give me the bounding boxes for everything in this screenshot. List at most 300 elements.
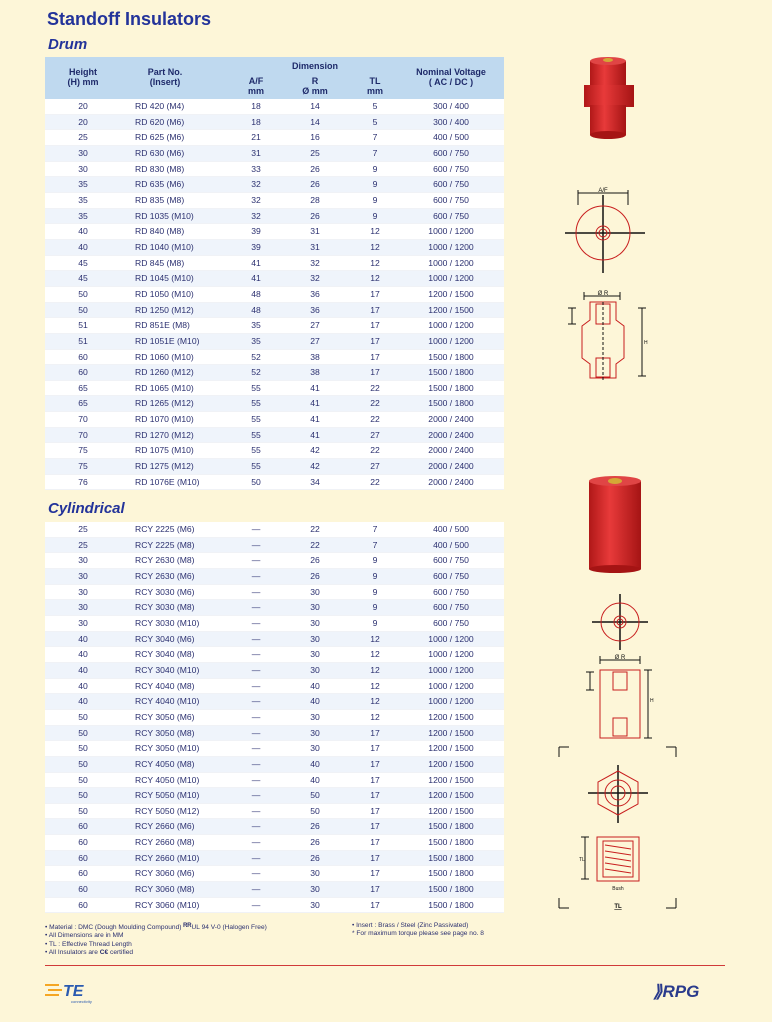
- table-cell: 30: [310, 727, 320, 738]
- table-row: [45, 804, 504, 820]
- table-cell: 65: [78, 398, 88, 409]
- table-cell: —: [251, 899, 261, 910]
- table-cell: RCY 5050 (M12): [135, 805, 200, 816]
- table-cell: 1200 / 1500: [428, 288, 474, 299]
- table-row: [45, 224, 504, 240]
- table-cell: 1500 / 1800: [428, 382, 474, 393]
- table-cell: 27: [370, 461, 380, 472]
- table-cell: 30: [310, 868, 320, 879]
- te-logo: [45, 980, 105, 1009]
- table-cell: RCY 5050 (M10): [135, 790, 200, 801]
- table-cell: 30: [78, 586, 88, 597]
- table-cell: 40: [78, 664, 88, 675]
- table-row: [45, 773, 504, 789]
- table-cell: 600 / 750: [433, 194, 469, 205]
- table-cell: —: [251, 617, 261, 628]
- table-cell: 36: [310, 304, 320, 315]
- table-cell: 34: [310, 476, 320, 487]
- table-cell: 32: [310, 273, 320, 284]
- table-cell: 1000 / 1200: [428, 273, 474, 284]
- table-cell: 17: [370, 335, 380, 346]
- table-cell: 9: [372, 617, 378, 628]
- table-cell: 600 / 750: [433, 179, 469, 190]
- table-cell: RCY 2660 (M10): [135, 852, 200, 863]
- table-cell: RCY 3060 (M8): [135, 884, 195, 895]
- table-cell: 27: [310, 335, 320, 346]
- table-cell: 22: [370, 445, 380, 456]
- table-row: [45, 741, 504, 757]
- table-cell: —: [251, 758, 261, 769]
- table-cell: 26: [310, 852, 320, 863]
- table-cell: 26: [310, 555, 320, 566]
- table-cell: RCY 2660 (M8): [135, 837, 195, 848]
- table-cell: 55: [251, 429, 261, 440]
- table-cell: 1500 / 1800: [428, 868, 474, 879]
- header-r: R Ø mm: [302, 76, 328, 96]
- table-row: [45, 412, 504, 428]
- table-cell: 1200 / 1500: [428, 774, 474, 785]
- table-cell: 32: [310, 257, 320, 268]
- table-cell: 30: [78, 555, 88, 566]
- table-cell: 1500 / 1800: [428, 398, 474, 409]
- table-cell: 33: [251, 163, 261, 174]
- table-cell: 60: [78, 351, 88, 362]
- table-cell: RD 840 (M8): [135, 226, 185, 237]
- table-cell: 12: [370, 664, 380, 675]
- table-row: [45, 209, 504, 225]
- table-cell: 30: [310, 711, 320, 722]
- table-cell: 300 / 400: [433, 116, 469, 127]
- table-cell: RCY 2660 (M6): [135, 821, 195, 832]
- header-dimension: Dimension: [291, 61, 338, 71]
- table-row: [45, 522, 504, 538]
- table-row: [45, 851, 504, 867]
- table-cell: 18: [251, 101, 261, 111]
- table-cell: 52: [251, 351, 261, 362]
- table-cell: 17: [370, 790, 380, 801]
- drum-top-view-diagram: [560, 185, 650, 275]
- table-cell: 70: [78, 414, 88, 425]
- table-cell: 30: [310, 899, 320, 910]
- table-cell: 25: [78, 539, 88, 550]
- table-row: [45, 318, 504, 334]
- svg-text:H: H: [650, 698, 654, 704]
- table-cell: 41: [310, 382, 320, 393]
- table-cell: RD 1060 (M10): [135, 351, 194, 362]
- table-cell: RD 630 (M6): [135, 147, 185, 158]
- table-cell: 31: [310, 226, 320, 237]
- table-cell: —: [251, 555, 261, 566]
- table-row: [45, 146, 504, 162]
- table-cell: 25: [78, 132, 88, 143]
- table-row: [45, 303, 504, 319]
- table-cell: 1200 / 1500: [428, 758, 474, 769]
- table-cell: 1000 / 1200: [428, 226, 474, 237]
- table-cell: 9: [372, 210, 378, 221]
- table-cell: 7: [372, 132, 378, 143]
- table-cell: 32: [251, 179, 261, 190]
- table-cell: 75: [78, 461, 88, 472]
- table-cell: 1500 / 1800: [428, 899, 474, 910]
- table-row: [45, 459, 504, 475]
- table-cell: 30: [78, 602, 88, 613]
- table-cell: 40: [310, 680, 320, 691]
- table-cell: RCY 3060 (M10): [135, 899, 200, 910]
- table-cell: 1000 / 1200: [428, 649, 474, 660]
- table-cell: 30: [310, 743, 320, 754]
- table-cell: RCY 3050 (M10): [135, 743, 200, 754]
- table-cell: RD 1045 (M10): [135, 273, 194, 284]
- table-cell: 35: [251, 320, 261, 331]
- table-cell: 27: [310, 320, 320, 331]
- table-cell: 600 / 750: [433, 570, 469, 581]
- header-part: Part No. (Insert): [147, 67, 183, 87]
- table-cell: 1000 / 1200: [428, 320, 474, 331]
- drum-insulator-photo: [578, 55, 640, 140]
- table-row: [45, 710, 504, 726]
- table-cell: 9: [372, 555, 378, 566]
- table-cell: 20: [78, 116, 88, 127]
- table-cell: —: [251, 805, 261, 816]
- table-cell: 1500 / 1800: [428, 367, 474, 378]
- table-cell: 1200 / 1500: [428, 805, 474, 816]
- cylindrical-side-view-diagram: [580, 652, 660, 742]
- table-cell: 600 / 750: [433, 163, 469, 174]
- r-label: Ø R: [597, 291, 609, 297]
- table-cell: 40: [78, 241, 88, 252]
- table-cell: —: [251, 868, 261, 879]
- table-cell: 600 / 750: [433, 586, 469, 597]
- header-tl: TL mm: [366, 76, 383, 96]
- table-cell: 32: [251, 210, 261, 221]
- table-cell: 25: [310, 147, 320, 158]
- table-cell: —: [251, 774, 261, 785]
- table-cell: 9: [372, 163, 378, 174]
- table-row: [45, 553, 504, 569]
- table-cell: 17: [370, 774, 380, 785]
- table-cell: RCY 3060 (M6): [135, 868, 195, 879]
- table-cell: 16: [310, 132, 320, 143]
- table-cell: 36: [310, 288, 320, 299]
- table-cell: 1000 / 1200: [428, 257, 474, 268]
- table-cell: 14: [310, 101, 320, 111]
- table-cell: —: [251, 524, 261, 534]
- table-cell: 7: [372, 147, 378, 158]
- table-cell: —: [251, 649, 261, 660]
- table-cell: RD 625 (M6): [135, 132, 185, 143]
- page-title: Standoff Insulators: [47, 9, 212, 29]
- table-cell: 1200 / 1500: [428, 743, 474, 754]
- table-row: [45, 726, 504, 742]
- table-row: [45, 381, 504, 397]
- table-cell: 40: [310, 774, 320, 785]
- table-cell: 1000 / 1200: [428, 241, 474, 252]
- table-cell: 39: [251, 241, 261, 252]
- table-cell: RD 420 (M4): [135, 101, 185, 111]
- table-cell: 50: [78, 711, 88, 722]
- table-cell: 48: [251, 304, 261, 315]
- table-row: [45, 882, 504, 898]
- table-cell: RCY 3040 (M10): [135, 664, 200, 675]
- bush-label: Bush: [612, 886, 624, 892]
- table-row: [45, 350, 504, 366]
- table-cell: 22: [370, 414, 380, 425]
- table-cell: 25: [78, 524, 88, 534]
- section-drum-title: Drum: [48, 36, 88, 53]
- table-row: [45, 585, 504, 601]
- table-cell: 41: [310, 398, 320, 409]
- table-cell: RCY 4040 (M8): [135, 680, 195, 691]
- table-cell: 17: [370, 288, 380, 299]
- table-cell: 21: [251, 132, 261, 143]
- table-cell: —: [251, 743, 261, 754]
- table-cell: 2000 / 2400: [428, 476, 474, 487]
- table-cell: 42: [310, 461, 320, 472]
- table-cell: 40: [78, 680, 88, 691]
- drum-side-view-diagram: [560, 288, 655, 383]
- table-cell: 40: [78, 633, 88, 644]
- table-cell: 52: [251, 367, 261, 378]
- table-cell: RCY 3040 (M6): [135, 633, 195, 644]
- svg-text:connectivity: connectivity: [71, 999, 92, 1004]
- table-cell: 22: [310, 539, 320, 550]
- table-cell: 9: [372, 602, 378, 613]
- table-cell: 50: [78, 774, 88, 785]
- table-cell: 60: [78, 367, 88, 378]
- table-cell: RD 1250 (M12): [135, 304, 194, 315]
- table-cell: RD 1040 (M10): [135, 241, 194, 252]
- table-cell: 17: [370, 852, 380, 863]
- table-cell: 30: [78, 147, 88, 158]
- table-cell: —: [251, 884, 261, 895]
- table-cell: 600 / 750: [433, 602, 469, 613]
- table-cell: 41: [310, 429, 320, 440]
- table-cell: 2000 / 2400: [428, 445, 474, 456]
- cylindrical-top-view-diagram: [590, 592, 650, 652]
- table-cell: RD 1265 (M12): [135, 398, 194, 409]
- table-cell: —: [251, 680, 261, 691]
- table-cell: RCY 2630 (M6): [135, 570, 195, 581]
- table-cell: RCY 3050 (M6): [135, 711, 195, 722]
- table-cell: 17: [370, 821, 380, 832]
- table-cell: —: [251, 790, 261, 801]
- table-cell: 35: [78, 194, 88, 205]
- table-row: [45, 647, 504, 663]
- table-row: [45, 600, 504, 616]
- section-cylindrical-title: Cylindrical: [48, 500, 125, 517]
- table-cell: 76: [78, 476, 88, 487]
- table-cell: 50: [78, 805, 88, 816]
- table-cell: RD 1050 (M10): [135, 288, 194, 299]
- table-cell: 39: [251, 226, 261, 237]
- table-cell: 42: [310, 445, 320, 456]
- table-cell: RCY 4040 (M10): [135, 696, 200, 707]
- table-row: [45, 898, 504, 914]
- drum-table: [45, 99, 504, 490]
- table-row: [45, 115, 504, 131]
- table-row: [45, 819, 504, 835]
- table-cell: —: [251, 837, 261, 848]
- table-cell: RD 1075 (M10): [135, 445, 194, 456]
- table-cell: 18: [251, 116, 261, 127]
- table-cell: 48: [251, 288, 261, 299]
- table-cell: 12: [370, 696, 380, 707]
- table-cell: 17: [370, 367, 380, 378]
- table-cell: 12: [370, 633, 380, 644]
- table-cell: 5: [372, 101, 378, 111]
- table-cell: —: [251, 539, 261, 550]
- table-cell: 45: [78, 257, 88, 268]
- table-row: [45, 788, 504, 804]
- table-cell: 26: [310, 163, 320, 174]
- table-cell: 55: [251, 414, 261, 425]
- table-cell: 65: [78, 382, 88, 393]
- table-cell: 26: [310, 210, 320, 221]
- table-cell: 50: [310, 805, 320, 816]
- table-cell: 26: [310, 570, 320, 581]
- table-row: [45, 334, 504, 350]
- table-cell: 30: [310, 602, 320, 613]
- table-cell: 17: [370, 743, 380, 754]
- table-cell: 55: [251, 398, 261, 409]
- table-cell: 60: [78, 852, 88, 863]
- notes-right: • Insert : Brass / Steel (Zinc Passivated) * For maximum torque please see page no. 8: [352, 922, 484, 938]
- table-cell: 17: [370, 351, 380, 362]
- table-cell: 50: [78, 758, 88, 769]
- table-cell: 26: [310, 837, 320, 848]
- rpg-logo: ⟫RPG: [653, 982, 700, 1001]
- table-cell: 35: [78, 210, 88, 221]
- table-cell: 9: [372, 570, 378, 581]
- table-cell: 22: [370, 382, 380, 393]
- table-cell: —: [251, 570, 261, 581]
- table-cell: 40: [310, 758, 320, 769]
- table-cell: —: [251, 711, 261, 722]
- table-cell: 40: [310, 696, 320, 707]
- table-cell: RCY 4050 (M8): [135, 758, 195, 769]
- table-cell: 17: [370, 837, 380, 848]
- table-cell: 5: [372, 116, 378, 127]
- table-cell: 41: [310, 414, 320, 425]
- table-cell: 38: [310, 351, 320, 362]
- table-cell: 30: [310, 633, 320, 644]
- table-cell: —: [251, 664, 261, 675]
- svg-text:TL: TL: [579, 857, 585, 863]
- drum-table-header: [45, 57, 504, 99]
- table-cell: 1000 / 1200: [428, 335, 474, 346]
- table-cell: RCY 3030 (M10): [135, 617, 200, 628]
- table-row: [45, 177, 504, 193]
- table-cell: 40: [78, 696, 88, 707]
- table-cell: 1500 / 1800: [428, 837, 474, 848]
- table-cell: 2000 / 2400: [428, 461, 474, 472]
- table-cell: 17: [370, 868, 380, 879]
- table-cell: —: [251, 586, 261, 597]
- table-cell: 30: [78, 163, 88, 174]
- table-cell: —: [251, 821, 261, 832]
- table-cell: RD 1076E (M10): [135, 476, 200, 487]
- table-cell: 55: [251, 382, 261, 393]
- table-cell: 12: [370, 680, 380, 691]
- table-row: [45, 256, 504, 272]
- table-cell: 30: [310, 617, 320, 628]
- table-cell: 1000 / 1200: [428, 680, 474, 691]
- table-cell: 1500 / 1800: [428, 351, 474, 362]
- table-row: [45, 632, 504, 648]
- table-cell: 12: [370, 649, 380, 660]
- table-cell: 27: [370, 429, 380, 440]
- table-cell: 1000 / 1200: [428, 696, 474, 707]
- table-row: [45, 365, 504, 381]
- table-cell: 12: [370, 226, 380, 237]
- table-cell: 17: [370, 304, 380, 315]
- table-cell: 17: [370, 758, 380, 769]
- table-cell: 1500 / 1800: [428, 821, 474, 832]
- notes-left: • Material : DMC (Dough Moulding Compound) ᴿᴿUL 94 V-0 (Halogen Free) • All Dimensions are in MM • TL : Effective Thread Length • All Insulators are C€ certified: [45, 921, 267, 956]
- table-row: [45, 271, 504, 287]
- table-row: [45, 287, 504, 303]
- table-cell: 28: [310, 194, 320, 205]
- header-height: Height (H) mm: [67, 67, 99, 87]
- header-af: A/F mm: [247, 76, 264, 96]
- table-cell: 12: [370, 241, 380, 252]
- table-cell: 20: [78, 101, 88, 111]
- table-row: [45, 757, 504, 773]
- table-cell: 22: [370, 476, 380, 487]
- table-row: [45, 428, 504, 444]
- svg-text:Ø R: Ø R: [614, 655, 626, 661]
- table-cell: 1500 / 1800: [428, 852, 474, 863]
- table-cell: 1200 / 1500: [428, 727, 474, 738]
- table-cell: RCY 3030 (M6): [135, 586, 195, 597]
- table-row: [45, 835, 504, 851]
- table-cell: 50: [78, 790, 88, 801]
- table-cell: RCY 2630 (M8): [135, 555, 195, 566]
- table-cell: RCY 2225 (M8): [135, 539, 195, 550]
- table-cell: RD 1270 (M12): [135, 429, 194, 440]
- table-row: [45, 679, 504, 695]
- table-cell: 7: [372, 539, 378, 550]
- table-cell: 51: [78, 335, 88, 346]
- table-cell: 35: [78, 179, 88, 190]
- bush-detail-diagram: [555, 745, 680, 910]
- table-cell: 300 / 400: [433, 101, 469, 111]
- table-cell: —: [251, 696, 261, 707]
- table-row: [45, 130, 504, 146]
- table-cell: 60: [78, 884, 88, 895]
- table-cell: RD 1035 (M10): [135, 210, 194, 221]
- table-cell: 60: [78, 868, 88, 879]
- table-row: [45, 193, 504, 209]
- table-cell: 55: [251, 461, 261, 472]
- table-cell: 51: [78, 320, 88, 331]
- table-row: [45, 240, 504, 256]
- table-cell: 70: [78, 429, 88, 440]
- table-cell: 600 / 750: [433, 617, 469, 628]
- table-row: [45, 663, 504, 679]
- table-cell: 400 / 500: [433, 132, 469, 143]
- table-cell: 41: [251, 273, 261, 284]
- table-cell: RCY 2225 (M6): [135, 524, 195, 534]
- table-cell: 22: [310, 524, 320, 534]
- table-cell: 50: [78, 288, 88, 299]
- svg-text:TL: TL: [614, 904, 622, 910]
- table-cell: 40: [78, 649, 88, 660]
- cylindrical-table: [45, 522, 504, 913]
- table-cell: RD 635 (M6): [135, 179, 185, 190]
- h-label: H: [644, 340, 648, 346]
- table-cell: RD 1051E (M10): [135, 335, 200, 346]
